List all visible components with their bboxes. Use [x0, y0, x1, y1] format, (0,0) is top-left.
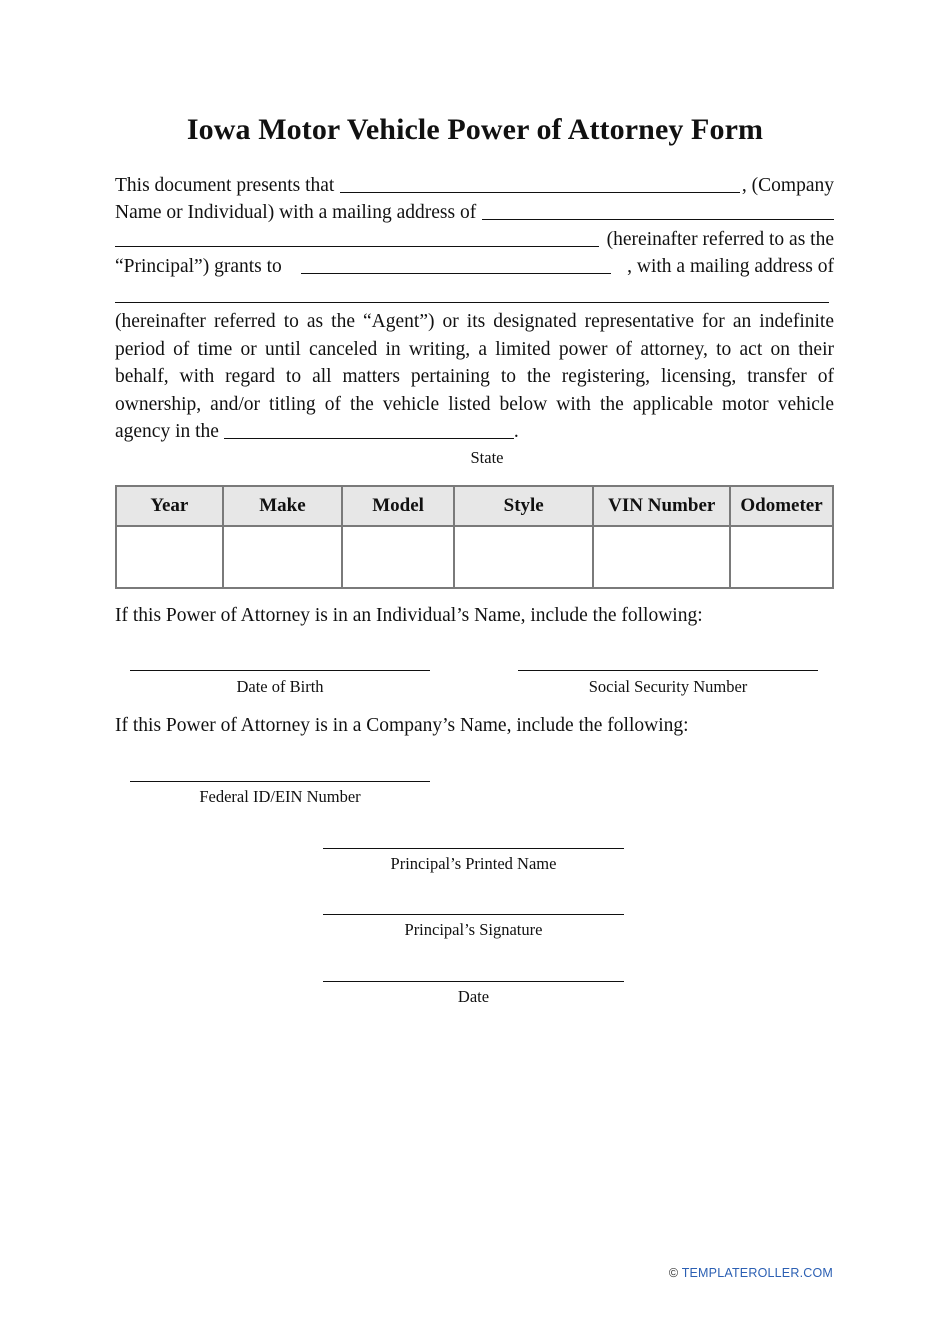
signature-label: Principal’s Signature [404, 920, 543, 939]
vehicle-table-header-row [116, 486, 833, 526]
intro-line-2 [115, 199, 834, 226]
vehicle-table [115, 485, 834, 589]
make-cell[interactable] [223, 526, 343, 588]
date-field[interactable] [323, 981, 624, 982]
column-header-vin: VIN Number [593, 486, 730, 526]
agent-address-field[interactable] [115, 302, 829, 303]
printed-name-field[interactable] [323, 848, 624, 849]
principal-address-field-continued[interactable] [115, 226, 599, 247]
printed-name-label: Principal’s Printed Name [390, 854, 557, 873]
signature-field[interactable] [323, 914, 624, 915]
year-cell[interactable] [116, 526, 223, 588]
individual-heading: If this Power of Attorney is in an Individual’s Name, include the following: [115, 605, 703, 626]
state-field[interactable] [224, 418, 514, 439]
date-of-birth-label: Date of Birth [236, 677, 324, 696]
ein-label: Federal ID/EIN Number [199, 787, 361, 806]
ssn-label: Social Security Number [588, 677, 748, 696]
column-header-make: Make [223, 486, 343, 526]
style-cell[interactable] [454, 526, 593, 588]
principal-name-field[interactable] [340, 172, 740, 193]
intro-line-1 [115, 172, 834, 199]
agent-name-field[interactable] [301, 253, 611, 274]
model-cell[interactable] [342, 526, 454, 588]
intro-line-4 [115, 253, 834, 280]
agent-paragraph-end: . [513, 421, 519, 442]
intro-text: This document presents that [115, 175, 335, 196]
footer-credit [669, 1266, 833, 1280]
column-header-odometer: Odometer [730, 486, 833, 526]
column-header-year: Year [116, 486, 223, 526]
company-heading: If this Power of Attorney is in a Company’s Name, include the following: [115, 715, 689, 736]
ssn-field[interactable] [518, 670, 818, 671]
column-header-model: Model [342, 486, 454, 526]
date-label: Date [457, 987, 490, 1006]
intro-text: “Principal”) grants to [115, 256, 282, 277]
intro-text: , with a mailing address of [627, 256, 834, 277]
site-link[interactable]: TEMPLATEROLLER.COM [681, 1266, 833, 1280]
copyright-icon: © [668, 1266, 679, 1280]
agent-paragraph [115, 308, 834, 446]
intro-text: Name or Individual) with a mailing address of [115, 202, 477, 223]
odometer-cell[interactable] [730, 526, 833, 588]
state-label: State [470, 448, 504, 467]
column-header-style: Style [454, 486, 593, 526]
intro-text: (hereinafter referred to as the [606, 229, 834, 250]
intro-line-3 [115, 226, 834, 253]
ein-field[interactable] [130, 781, 430, 782]
table-row [116, 526, 833, 588]
date-of-birth-field[interactable] [130, 670, 430, 671]
vin-cell[interactable] [593, 526, 730, 588]
agent-paragraph-text: (hereinafter referred to as the “Agent”) or its designated representative for an indefinite period of time or until canceled in writing, a limited power of attorney, to act on their behalf, with regard to all matters pertaining to the registering, licensing, transfer of ownership, and/or titling of the vehicle listed below with the applicable motor vehicle agency in the [115, 311, 834, 442]
intro-text: , (Company [741, 175, 834, 196]
page-title: Iowa Motor Vehicle Power of Attorney Form [186, 113, 764, 146]
principal-address-field[interactable] [482, 199, 834, 220]
